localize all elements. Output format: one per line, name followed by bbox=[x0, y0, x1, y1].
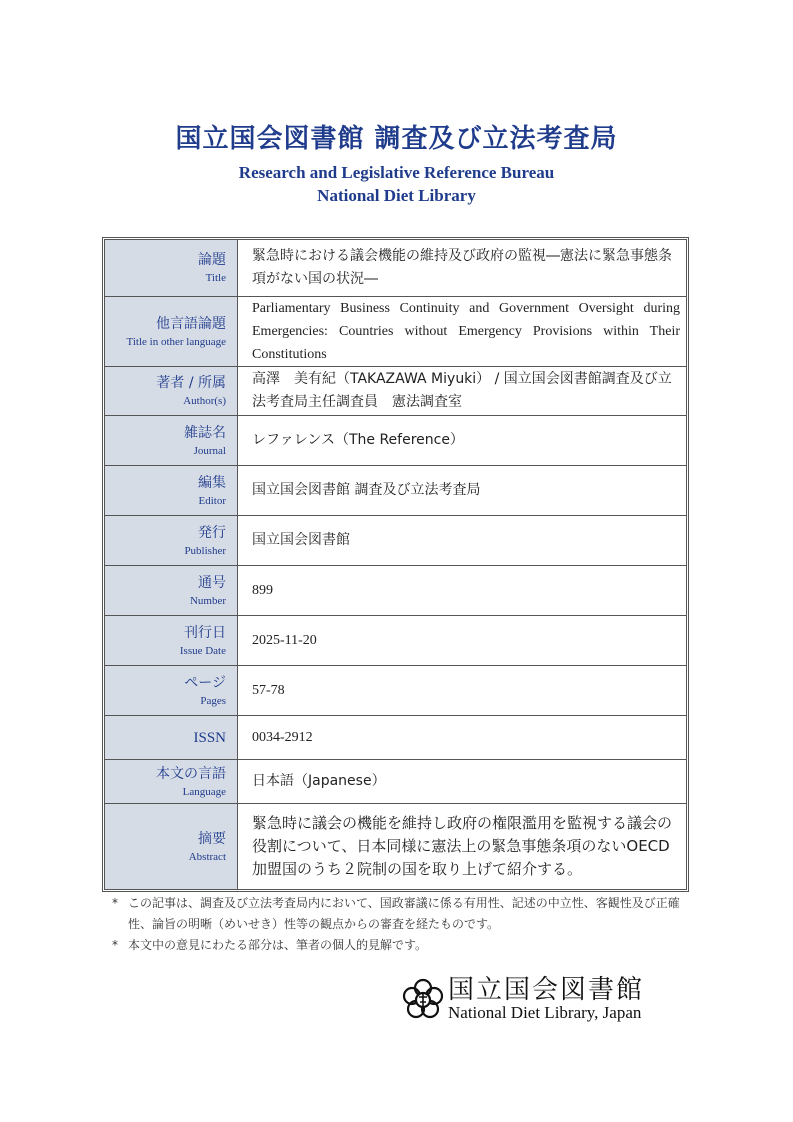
bureau-title-en: Research and Legislative Reference Bureau bbox=[238, 163, 555, 182]
logo-name-en: National Diet Library, Japan bbox=[448, 1003, 642, 1022]
row-abstract bbox=[105, 803, 686, 889]
ndl-emblem-icon bbox=[402, 977, 444, 1023]
document-header bbox=[0, 118, 793, 207]
label-issue-date: 刊行日 Issue Date bbox=[105, 616, 238, 665]
note-opinion: * 本文中の意見にわたる部分は、筆者の個人的見解です。 bbox=[112, 938, 428, 952]
metadata-table bbox=[102, 237, 689, 892]
label-author: 著者 / 所属 Author(s) bbox=[105, 367, 238, 415]
ndl-logo bbox=[402, 975, 692, 1027]
row-title bbox=[105, 240, 686, 296]
value-editor: 国立国会図書館 調査及び立法考査局 bbox=[252, 482, 481, 498]
row-editor bbox=[105, 465, 686, 515]
label-journal: 雑誌名 Journal bbox=[105, 416, 238, 465]
row-issue-date bbox=[105, 615, 686, 665]
value-issn: 0034-2912 bbox=[252, 730, 313, 745]
row-pages bbox=[105, 665, 686, 715]
label-issn: ISSN bbox=[105, 716, 238, 759]
footnotes bbox=[112, 893, 692, 956]
value-issue-date: 2025-11-20 bbox=[252, 633, 317, 648]
value-journal: レファレンス（The Reference） bbox=[252, 432, 464, 448]
value-publisher: 国立国会図書館 bbox=[252, 532, 350, 548]
row-title-other bbox=[105, 296, 686, 366]
value-author: 高澤 美有紀（TAKAZAWA Miyuki） / 国立国会図書館調査及び立法考査局主任調査員 憲法調査室 bbox=[252, 371, 672, 410]
value-pages: 57-78 bbox=[252, 683, 285, 698]
logo-name-jp: 国立国会図書館 bbox=[448, 975, 645, 1005]
note-review: * この記事は、調査及び立法考査局内において、国政審議に係る有用性、記述の中立性、客観性及び正確性、論旨の明晰（めいせき）性等の観点からの審査を経たものです。 bbox=[112, 896, 680, 931]
value-abstract: 緊急時に議会の機能を維持し政府の権限濫用を監視する議会の役割について、日本同様に憲法上の緊急事態条項のないOECD 加盟国のうち２院制の国を取り上げて紹介する。 bbox=[252, 814, 673, 878]
row-author bbox=[105, 366, 686, 415]
label-editor: 編集 Editor bbox=[105, 466, 238, 515]
label-language: 本文の言語 Language bbox=[105, 760, 238, 803]
row-number bbox=[105, 565, 686, 615]
value-number: 899 bbox=[252, 583, 273, 598]
row-journal bbox=[105, 415, 686, 465]
label-number: 通号 Number bbox=[105, 566, 238, 615]
label-abstract: 摘要 Abstract bbox=[105, 804, 238, 889]
bureau-title-jp: 国立国会図書館 調査及び立法考査局 bbox=[175, 124, 618, 154]
value-title-other: Parliamentary Business Continuity and Government Oversight during Emergencies: Countries without Emergency Provisions within Their Constitutions bbox=[252, 301, 680, 362]
label-publisher: 発行 Publisher bbox=[105, 516, 238, 565]
row-publisher bbox=[105, 515, 686, 565]
label-title: 論題 Title bbox=[105, 240, 238, 296]
value-title: 緊急時における議会機能の維持及び政府の監視―憲法に緊急事態条項がない国の状況― bbox=[252, 248, 672, 287]
label-title-other: 他言語論題 Title in other language bbox=[105, 297, 238, 366]
value-language: 日本語（Japanese） bbox=[252, 773, 386, 789]
row-language bbox=[105, 759, 686, 803]
row-issn bbox=[105, 715, 686, 759]
label-pages: ページ Pages bbox=[105, 666, 238, 715]
library-title-en: National Diet Library bbox=[317, 186, 476, 205]
